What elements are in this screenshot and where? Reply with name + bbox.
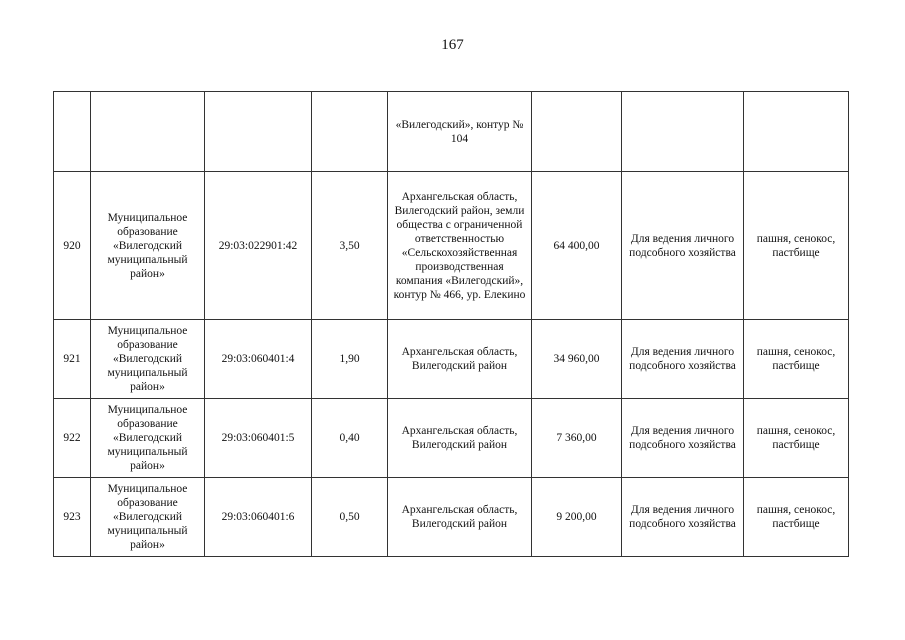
cell-cadastral	[205, 92, 312, 172]
cell-land-use: пашня, сенокос, пастбище	[744, 478, 849, 557]
cell-num	[54, 92, 91, 172]
cell-area: 3,50	[312, 172, 388, 320]
cell-land-use: пашня, сенокос, пастбище	[744, 320, 849, 399]
cell-cadastral: 29:03:060401:6	[205, 478, 312, 557]
page-number: 167	[441, 37, 464, 53]
cell-num: 922	[54, 399, 91, 478]
cell-value: 9 200,00	[532, 478, 622, 557]
cell-owner: Муниципальное образование «Вилегодский муниципальный район»	[91, 320, 205, 399]
cell-num: 920	[54, 172, 91, 320]
cell-owner: Муниципальное образование «Вилегодский муниципальный район»	[91, 172, 205, 320]
cell-area: 0,40	[312, 399, 388, 478]
cell-value	[532, 92, 622, 172]
cell-owner: Муниципальное образование «Вилегодский муниципальный район»	[91, 478, 205, 557]
cell-purpose: Для ведения личного подсобного хозяйства	[622, 399, 744, 478]
table-row-continued	[54, 92, 849, 172]
table-row	[54, 399, 849, 478]
cell-land-use: пашня, сенокос, пастбище	[744, 399, 849, 478]
cell-area: 0,50	[312, 478, 388, 557]
cell-area: 1,90	[312, 320, 388, 399]
cell-purpose: Для ведения личного подсобного хозяйства	[622, 478, 744, 557]
cell-purpose: Для ведения личного подсобного хозяйства	[622, 172, 744, 320]
cell-purpose: Для ведения личного подсобного хозяйства	[622, 320, 744, 399]
cell-land-use	[744, 92, 849, 172]
cell-address: Архангельская область, Вилегодский район	[388, 478, 532, 557]
cell-num: 921	[54, 320, 91, 399]
cell-address: Архангельская область, Вилегодский район	[388, 320, 532, 399]
cell-cadastral: 29:03:060401:4	[205, 320, 312, 399]
cell-value: 34 960,00	[532, 320, 622, 399]
table-row	[54, 478, 849, 557]
cell-address: «Вилегодский», контур № 104	[388, 92, 532, 172]
land-registry-table	[53, 91, 849, 557]
cell-address: Архангельская область, Вилегодский район	[388, 399, 532, 478]
cell-value: 7 360,00	[532, 399, 622, 478]
cell-cadastral: 29:03:022901:42	[205, 172, 312, 320]
cell-owner: Муниципальное образование «Вилегодский муниципальный район»	[91, 399, 205, 478]
cell-num: 923	[54, 478, 91, 557]
cell-cadastral: 29:03:060401:5	[205, 399, 312, 478]
cell-area	[312, 92, 388, 172]
cell-purpose	[622, 92, 744, 172]
table-row	[54, 172, 849, 320]
table-row	[54, 320, 849, 399]
cell-value: 64 400,00	[532, 172, 622, 320]
cell-land-use: пашня, сенокос, пастбище	[744, 172, 849, 320]
cell-address: Архангельская область, Вилегодский район, земли общества с ограниченной ответственностью «Сельскохозяйственная производственная компания «Вилегодский», контур № 466, ур. Елекино	[388, 172, 532, 320]
cell-owner	[91, 92, 205, 172]
